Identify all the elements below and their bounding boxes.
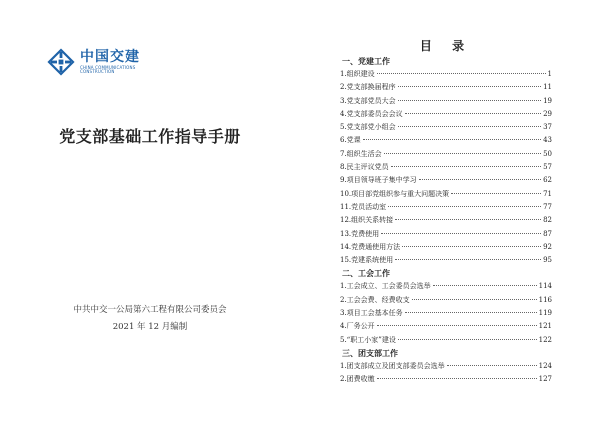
toc-entry-label: 4.厂务公开 [340, 322, 375, 331]
toc-dot-leader [377, 378, 537, 379]
toc-entry[interactable] [340, 334, 552, 347]
toc-dot-leader [398, 100, 541, 101]
toc-entry-page-number: 116 [538, 295, 552, 304]
toc-entry-label: 2.团费收缴 [340, 375, 375, 384]
toc-entry-label: 10.项目部党组织参与重大问题决策 [340, 189, 450, 198]
toc-dot-leader [388, 206, 541, 207]
toc-entry[interactable] [340, 201, 552, 214]
toc-entry-page-number: 87 [543, 229, 552, 238]
toc-dot-leader [451, 193, 541, 194]
toc-entry-page-number: 119 [538, 309, 552, 318]
toc-entry[interactable] [340, 161, 552, 174]
toc-section-heading: 二、工会工作 [342, 269, 390, 279]
toc-entry[interactable] [340, 241, 552, 254]
toc-entry-page-number: 1 [547, 70, 552, 78]
toc-entry-page-number: 114 [538, 282, 552, 291]
toc-entry[interactable] [340, 95, 552, 108]
toc-entry[interactable] [340, 280, 552, 293]
table-of-contents [340, 38, 552, 387]
publisher-name: 中共中交一公局第六工程有限公司委员会 [73, 305, 227, 315]
toc-dot-leader [363, 139, 541, 140]
toc-entry-page-number: 37 [543, 123, 552, 132]
toc-entry-label: 8.民主评议党员 [340, 163, 389, 172]
toc-entry[interactable] [340, 254, 552, 267]
toc-entry[interactable] [340, 68, 552, 81]
toc-entry-page-number: 57 [543, 163, 552, 172]
toc-dot-leader [395, 259, 541, 260]
toc-entry[interactable] [340, 214, 552, 227]
toc-dot-leader [395, 219, 541, 220]
toc-entry-label: 1.工会成立、工会委员会选举 [340, 282, 431, 291]
toc-entry-page-number: 127 [538, 375, 552, 384]
toc-dot-leader [377, 73, 546, 74]
toc-entry[interactable] [340, 294, 552, 307]
toc-dot-leader [377, 325, 537, 326]
toc-entry-page-number: 50 [543, 149, 552, 158]
toc-entry-label: 1.组织建设 [340, 70, 375, 78]
toc-entry-page-number: 95 [543, 256, 552, 265]
toc-entry[interactable] [340, 148, 552, 161]
cccc-logo-icon [46, 47, 76, 77]
toc-entry-page-number: 82 [543, 216, 552, 225]
toc-entry-label: 4.党支部委员会会议 [340, 109, 403, 118]
toc-dot-leader [433, 285, 537, 286]
toc-entry-label: 3.党支部党员大会 [340, 96, 396, 105]
toc-body [340, 55, 552, 387]
toc-entry-label: 12.组织关系转接 [340, 216, 394, 225]
toc-dot-leader [391, 166, 541, 167]
logo-chinese-name: 中国交建 [80, 49, 140, 65]
toc-dot-leader [447, 365, 537, 366]
edition-date: 2021 年 12 月编制 [112, 322, 188, 332]
toc-entry-label: 13.党费使用 [340, 229, 380, 238]
toc-dot-leader [398, 86, 541, 87]
toc-dot-leader [398, 339, 537, 340]
toc-entry[interactable] [340, 373, 552, 386]
toc-entry-label: 15.党建系统使用 [340, 256, 394, 265]
toc-entry-label: 7.组织生活会 [340, 149, 382, 158]
toc-entry-page-number: 19 [543, 96, 552, 105]
toc-dot-leader [381, 233, 541, 234]
toc-entry-label: 14.党费通使用方法 [340, 242, 401, 251]
toc-dot-leader [405, 113, 541, 114]
toc-dot-leader [405, 312, 537, 313]
toc-entry-page-number: 71 [543, 189, 552, 198]
toc-entry-label: 1.团支部成立及团支部委员会选举 [340, 361, 445, 370]
toc-entry-label: 5.党支部党小组会 [340, 123, 396, 132]
toc-entry[interactable] [340, 81, 552, 94]
toc-entry[interactable] [340, 360, 552, 373]
toc-entry-label: 5.“职工小家”建设 [340, 335, 396, 344]
toc-entry[interactable] [340, 174, 552, 187]
toc-entry[interactable] [340, 228, 552, 241]
toc-entry-page-number: 62 [543, 176, 552, 185]
toc-section-heading: 三、团支部工作 [342, 348, 398, 358]
toc-entry-label: 3.项目工会基本任务 [340, 309, 403, 318]
toc-entry-label: 2.工会会费、经费收支 [340, 295, 410, 304]
toc-entry-page-number: 92 [543, 242, 552, 251]
toc-dot-leader [402, 246, 541, 247]
toc-entry[interactable] [340, 320, 552, 333]
toc-entry-page-number: 77 [543, 202, 552, 211]
toc-entry[interactable] [340, 188, 552, 201]
logo-english-name: CHINA COMMUNICATIONS CONSTRUCTION [80, 65, 136, 74]
toc-entry-page-number: 124 [538, 361, 552, 370]
toc-entry-page-number: 29 [543, 109, 552, 118]
toc-entry-label: 6.党课 [340, 136, 361, 145]
toc-section-heading: 一、党建工作 [342, 57, 390, 66]
toc-dot-leader [398, 126, 541, 127]
toc-entry[interactable] [340, 121, 552, 134]
toc-dot-leader [419, 179, 541, 180]
toc-entry[interactable] [340, 108, 552, 121]
toc-entry-label: 11.党员活动室 [340, 202, 387, 211]
cover-title: 党支部基础工作指导手册 [59, 127, 241, 146]
toc-entry-page-number: 43 [543, 136, 552, 145]
toc-dot-leader [412, 299, 537, 300]
toc-entry[interactable] [340, 307, 552, 320]
company-logo [46, 45, 166, 79]
toc-entry-page-number: 121 [538, 322, 552, 331]
toc-entry[interactable] [340, 134, 552, 147]
toc-title: 目 录 [419, 39, 473, 53]
toc-entry-page-number: 122 [538, 335, 552, 344]
toc-entry-label: 2.党支部换届程序 [340, 83, 396, 92]
toc-entry-page-number: 11 [543, 83, 552, 92]
toc-dot-leader [384, 153, 541, 154]
toc-entry-label: 9.项目领导班子集中学习 [340, 176, 417, 185]
